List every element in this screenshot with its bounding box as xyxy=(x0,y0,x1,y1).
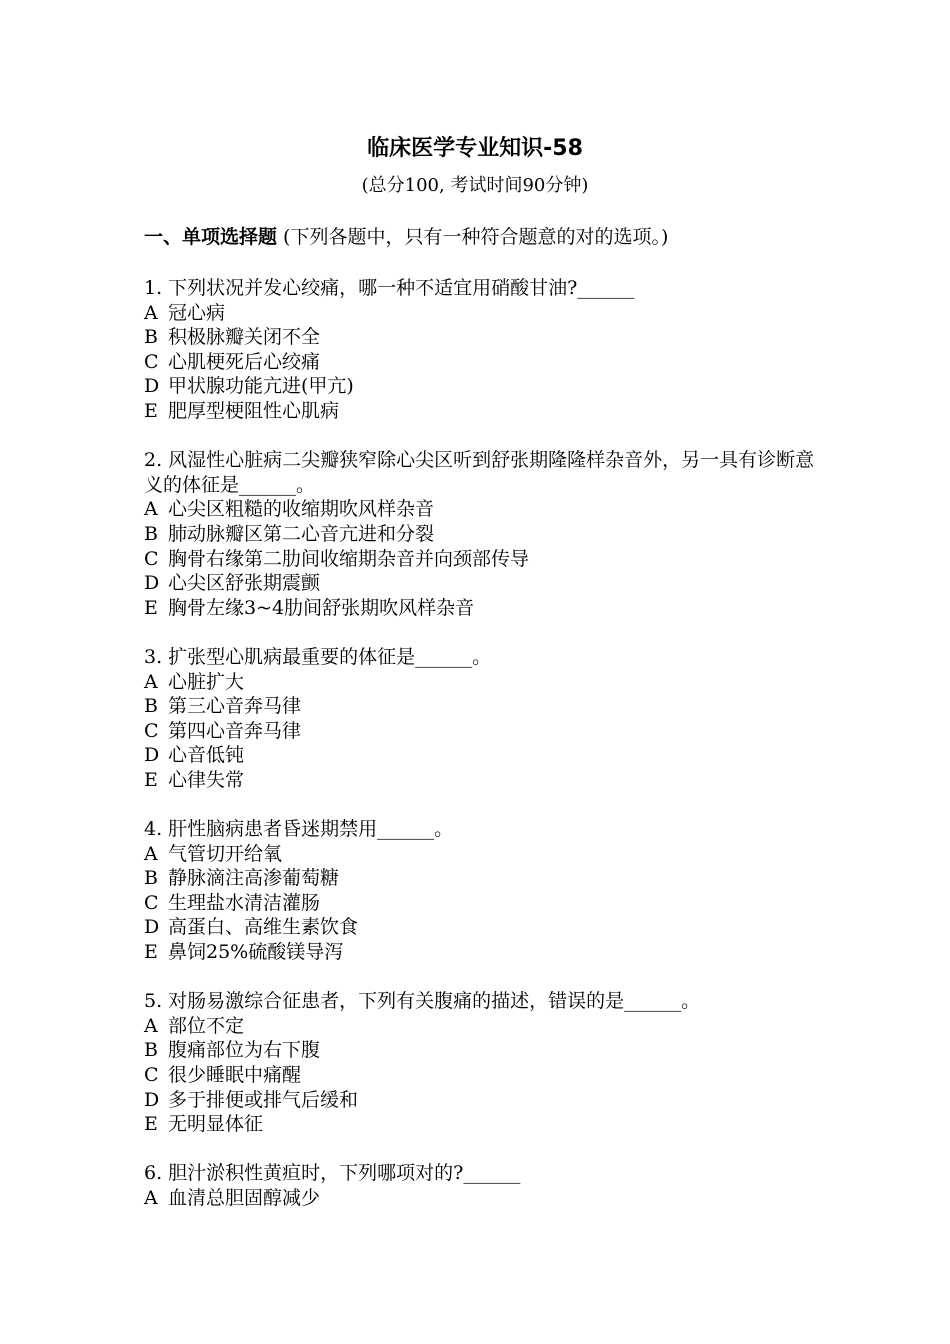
option-a xyxy=(144,670,824,695)
section-instruction: (下列各题中，只有一种符合题意的对的选项。) xyxy=(277,226,669,248)
option-a xyxy=(144,1186,824,1211)
question-5 xyxy=(144,989,824,1137)
option-e xyxy=(144,399,824,424)
option-letter: C xyxy=(144,350,159,373)
option-d xyxy=(144,374,824,399)
option-a xyxy=(144,1014,824,1039)
question-2 xyxy=(144,448,824,620)
document-subtitle: (总分100, 考试时间90分钟) xyxy=(361,175,589,196)
option-letter: E xyxy=(144,941,158,964)
option-letter: E xyxy=(144,768,158,791)
option-text: 心音低钝 xyxy=(168,744,245,767)
option-text: 第三心音奔马律 xyxy=(168,695,302,718)
option-b xyxy=(144,325,824,350)
option-text: 很少睡眠中痛醒 xyxy=(168,1064,302,1086)
option-e xyxy=(144,596,824,621)
option-text: 部位不定 xyxy=(168,1014,245,1037)
option-text: 心尖区舒张期震颤 xyxy=(168,572,321,595)
option-e xyxy=(144,1112,824,1137)
option-letter: D xyxy=(144,744,160,767)
option-b xyxy=(144,522,824,547)
option-letter: C xyxy=(144,719,159,742)
option-text: 腹痛部位为右下腹 xyxy=(168,1039,321,1062)
option-e xyxy=(144,940,824,965)
option-letter: A xyxy=(144,301,158,324)
option-letter: A xyxy=(144,842,158,865)
option-text: 心肌梗死后心绞痛 xyxy=(168,350,321,373)
question-list xyxy=(144,276,824,1235)
option-text: 静脉滴注高渗葡萄糖 xyxy=(168,867,340,890)
section-heading: 一、单项选择题 xyxy=(144,226,278,248)
question-stem: 2. 风湿性心脏病二尖瓣狭窄除心尖区听到舒张期隆隆样杂音外，另一具有诊断意义的体征是______。 xyxy=(144,449,815,496)
option-b xyxy=(144,1038,824,1063)
question-stem: 5. 对肠易激综合征患者，下列有关腹痛的描述，错误的是______。 xyxy=(144,990,701,1013)
option-text: 血清总胆固醇减少 xyxy=(168,1186,321,1209)
question-1 xyxy=(144,276,824,424)
question-stem: 3. 扩张型心肌病最重要的体征是______。 xyxy=(144,645,492,668)
option-c xyxy=(144,719,824,744)
option-text: 气管切开给氧 xyxy=(168,842,283,865)
option-c xyxy=(144,547,824,572)
option-letter: D xyxy=(144,1088,160,1111)
document-title: 临床医学专业知识-58 xyxy=(367,136,583,161)
option-text: 第四心音奔马律 xyxy=(168,719,302,742)
option-letter: C xyxy=(144,891,159,914)
option-letter: B xyxy=(144,867,158,890)
option-a xyxy=(144,497,824,522)
option-text: 多于排便或排气后缓和 xyxy=(168,1088,359,1111)
option-b xyxy=(144,866,824,891)
option-c xyxy=(144,1063,824,1088)
option-letter: B xyxy=(144,1039,158,1062)
option-text: 高蛋白、高维生素饮食 xyxy=(168,916,359,939)
option-text: 鼻饲25%硫酸镁导泻 xyxy=(168,941,344,964)
option-text: 胸骨左缘3~4肋间舒张期吹风样杂音 xyxy=(168,596,475,619)
option-e xyxy=(144,768,824,793)
option-text: 心尖区粗糙的收缩期吹风样杂音 xyxy=(168,498,435,521)
question-3 xyxy=(144,645,824,793)
option-c xyxy=(144,350,824,375)
option-text: 肺动脉瓣区第二心音亢进和分裂 xyxy=(168,522,435,545)
option-letter: B xyxy=(144,522,158,545)
option-text: 胸骨右缘第二肋间收缩期杂音并向颈部传导 xyxy=(168,547,530,570)
option-letter: A xyxy=(144,1186,158,1209)
option-text: 冠心病 xyxy=(168,301,226,324)
option-a xyxy=(144,842,824,867)
option-letter: E xyxy=(144,399,158,422)
option-letter: E xyxy=(144,596,158,619)
option-letter: A xyxy=(144,1014,158,1037)
option-letter: D xyxy=(144,916,160,939)
option-letter: B xyxy=(144,695,158,718)
option-letter: C xyxy=(144,1064,159,1086)
option-letter: A xyxy=(144,498,158,521)
option-letter: D xyxy=(144,572,160,595)
section-header xyxy=(144,224,668,250)
question-6 xyxy=(144,1161,824,1210)
option-text: 肥厚型梗阻性心肌病 xyxy=(168,399,340,422)
option-letter: A xyxy=(144,670,158,693)
option-d xyxy=(144,915,824,940)
option-text: 心律失常 xyxy=(168,768,245,791)
option-d xyxy=(144,743,824,768)
option-text: 积极脉瓣关闭不全 xyxy=(168,326,321,349)
option-text: 心脏扩大 xyxy=(168,670,245,693)
question-4 xyxy=(144,817,824,965)
option-text: 无明显体征 xyxy=(168,1113,264,1136)
option-b xyxy=(144,694,824,719)
option-letter: C xyxy=(144,547,159,570)
option-d xyxy=(144,1088,824,1113)
question-stem: 6. 胆汁淤积性黄疸时，下列哪项对的?______ xyxy=(144,1162,521,1185)
option-c xyxy=(144,891,824,916)
option-letter: E xyxy=(144,1113,158,1136)
option-text: 甲状腺功能亢进(甲亢) xyxy=(168,375,354,398)
option-letter: D xyxy=(144,375,160,398)
option-letter: B xyxy=(144,326,158,349)
question-stem: 1. 下列状况并发心绞痛，哪一种不适宜用硝酸甘油?______ xyxy=(144,277,635,299)
question-stem: 4. 肝性脑病患者昏迷期禁用______。 xyxy=(144,818,454,841)
option-text: 生理盐水清洁灌肠 xyxy=(168,891,321,914)
option-d xyxy=(144,571,824,596)
option-a xyxy=(144,301,824,326)
